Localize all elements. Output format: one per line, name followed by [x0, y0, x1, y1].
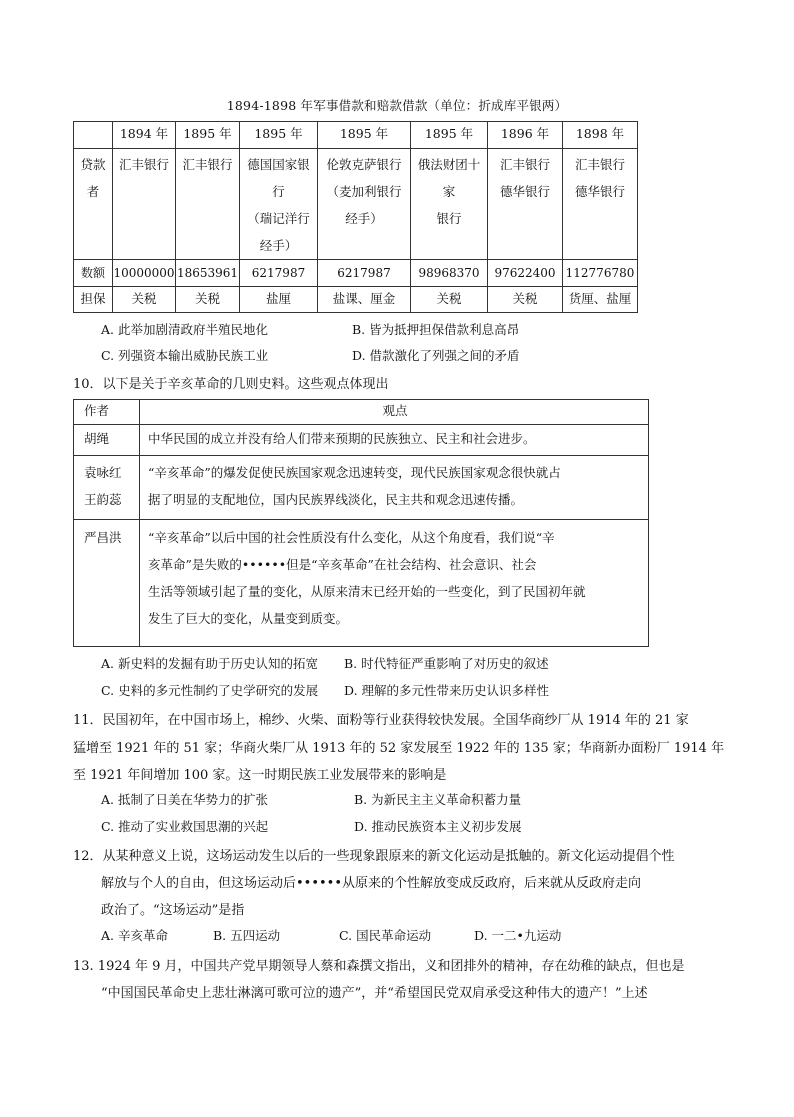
q11-stem-line: 11．民国初年，在中国市场上，棉纱、火柴、面粉等行业获得较快发展。全国华商纱厂从 1914 年的 21 家	[73, 713, 689, 728]
table1-lender-cell: 汇丰银行 德华银行	[488, 149, 563, 260]
table1-lender-cell: 汇丰银行	[176, 149, 240, 260]
table1-year-row	[74, 122, 638, 149]
q9-option-c[interactable]: C. 列强资本输出威胁民族工业	[101, 348, 269, 363]
table2-row	[74, 456, 649, 520]
table1-lender-label: 贷款 者	[74, 149, 113, 260]
q12-stem-line: 解放与个人的自由，但这场运动后••••••从原来的个性解放变成反政府，后来就从反政府走向	[101, 876, 642, 891]
q12-option-b[interactable]: B. 五四运动	[213, 928, 281, 943]
table1-year-cell: 1895 年	[176, 122, 240, 149]
table2-author: 胡绳	[74, 425, 140, 456]
table1-amount-cell: 6217987	[318, 260, 411, 287]
table1-header-empty	[74, 122, 113, 149]
table1-amount-cell: 98968370	[411, 260, 488, 287]
table1-guarantee-cell: 货厘、盐厘	[563, 287, 638, 313]
table1-year-cell: 1898 年	[563, 122, 638, 149]
table1-guarantee-label: 担保	[74, 287, 113, 313]
table1-year-cell: 1895 年	[318, 122, 411, 149]
q9-option-d[interactable]: D. 借款激化了列强之间的矛盾	[352, 348, 520, 363]
table2-author: 袁咏红 王韵蕊	[74, 456, 140, 520]
table1-guarantee-row	[74, 287, 638, 313]
q12-stem-line: 12．从某种意义上说，这场运动发生以后的一些现象跟原来的新文化运动是抵触的。新文化运动提倡个性	[73, 849, 675, 864]
q12-option-c[interactable]: C. 国民革命运动	[339, 928, 432, 943]
table1-amount-label: 数额	[74, 260, 113, 287]
table2-view: “辛亥革命”的爆发促使民族国家观念迅速转变，现代民族国家观念很快就占 据了明显的支配地位，国内民族界线淡化，民主共和观念迅速传播。	[140, 456, 649, 520]
q10-option-b[interactable]: B. 时代特征严重影响了对历史的叙述	[344, 656, 549, 671]
table1-amount-cell: 10000000	[113, 260, 176, 287]
q10-option-d[interactable]: D. 理解的多元性带来历史认识多样性	[344, 683, 550, 698]
q11-option-b[interactable]: B. 为新民主主义革命积蓄力量	[354, 792, 522, 807]
q12-stem-line: 政治了。“这场运动”是指	[101, 903, 245, 918]
table2-header-row	[74, 400, 649, 425]
table2-view: 中华民国的成立并没有给人们带来预期的民族独立、民主和社会进步。	[140, 425, 649, 456]
q13-stem-line: “中国国民革命史上悲壮淋漓可歌可泣的遗产”，并“希望国民党双肩承受这种伟大的遗产！”上述	[101, 986, 648, 1001]
q13-stem-line: 13. 1924 年 9 月，中国共产党早期领导人蔡和森撰文指出，义和团排外的精神，存在幼稚的缺点，但也是	[73, 959, 685, 974]
table1-year-cell: 1895 年	[411, 122, 488, 149]
table1-guarantee-cell: 关税	[176, 287, 240, 313]
table1-guarantee-cell: 关税	[113, 287, 176, 313]
table1-guarantee-cell: 盐课、厘金	[318, 287, 411, 313]
table2-row	[74, 520, 649, 647]
q12-option-a[interactable]: A. 辛亥革命	[101, 928, 168, 943]
table1-amount-cell: 97622400	[488, 260, 563, 287]
viewpoint-table	[73, 399, 649, 647]
table1-amount-cell: 6217987	[240, 260, 318, 287]
q11-stem-line: 猛增至 1921 年的 51 家；华商火柴厂从 1913 年的 52 家发展至 1922 年的 135 家；华商新办面粉厂 1914 年	[73, 741, 725, 756]
table2-author: 严昌洪	[74, 520, 140, 647]
q10-stem: 10．以下是关于辛亥革命的几则史料。这些观点体现出	[73, 377, 389, 392]
q11-option-c[interactable]: C. 推动了实业救国思潮的兴起	[101, 819, 269, 834]
q9-option-b[interactable]: B. 皆为抵押担保借款利息高昂	[352, 322, 520, 337]
table2-header-author: 作者	[74, 400, 140, 425]
table1-lender-cell: 汇丰银行	[113, 149, 176, 260]
table1-title: 1894-1898 年军事借款和赔款借款（单位：折成库平银两）	[226, 98, 568, 113]
table1-guarantee-cell: 盐厘	[240, 287, 318, 313]
q9-option-a[interactable]: A. 此举加剧清政府半殖民地化	[101, 322, 268, 337]
q11-option-a[interactable]: A. 抵制了日美在华势力的扩张	[101, 792, 268, 807]
table2-header-view: 观点	[140, 400, 649, 425]
q11-option-d[interactable]: D. 推动民族资本主义初步发展	[354, 819, 522, 834]
table1-year-cell: 1895 年	[240, 122, 318, 149]
table2-row	[74, 425, 649, 456]
table1-amount-row	[74, 260, 638, 287]
table1-amount-cell: 112776780	[563, 260, 638, 287]
q10-option-c[interactable]: C. 史料的多元性制约了史学研究的发展	[101, 683, 319, 698]
table1-lender-cell: 俄法财团十 家 银行	[411, 149, 488, 260]
table1-guarantee-cell: 关税	[411, 287, 488, 313]
table1-lender-cell: 德国国家银 行 （瑞记洋行 经手）	[240, 149, 318, 260]
table1-year-cell: 1896 年	[488, 122, 563, 149]
table1-lender-row	[74, 149, 638, 260]
table1-guarantee-cell: 关税	[488, 287, 563, 313]
table1-lender-cell: 汇丰银行 德华银行	[563, 149, 638, 260]
table1-year-cell: 1894 年	[113, 122, 176, 149]
q12-option-d[interactable]: D. 一二•九运动	[474, 928, 562, 943]
loan-table	[73, 121, 638, 313]
q10-option-a[interactable]: A. 新史料的发掘有助于历史认知的拓宽	[101, 656, 318, 671]
table1-lender-cell: 伦敦克萨银行 （麦加利银行 经手）	[318, 149, 411, 260]
table1-amount-cell: 18653961	[176, 260, 240, 287]
table2-view: “辛亥革命”以后中国的社会性质没有什么变化，从这个角度看，我们说“辛 亥革命”是失败的••••••但是“辛亥革命”在社会结构、社会意识、社会 生活等领域引起了量的变化，从原来清末已经开始的一些变化，到了民国初年就 发生了巨大的变化，从量变到质变。	[140, 520, 649, 647]
q11-stem-line: 至 1921 年间增加 100 家。这一时期民族工业发展带来的影响是	[73, 768, 447, 783]
